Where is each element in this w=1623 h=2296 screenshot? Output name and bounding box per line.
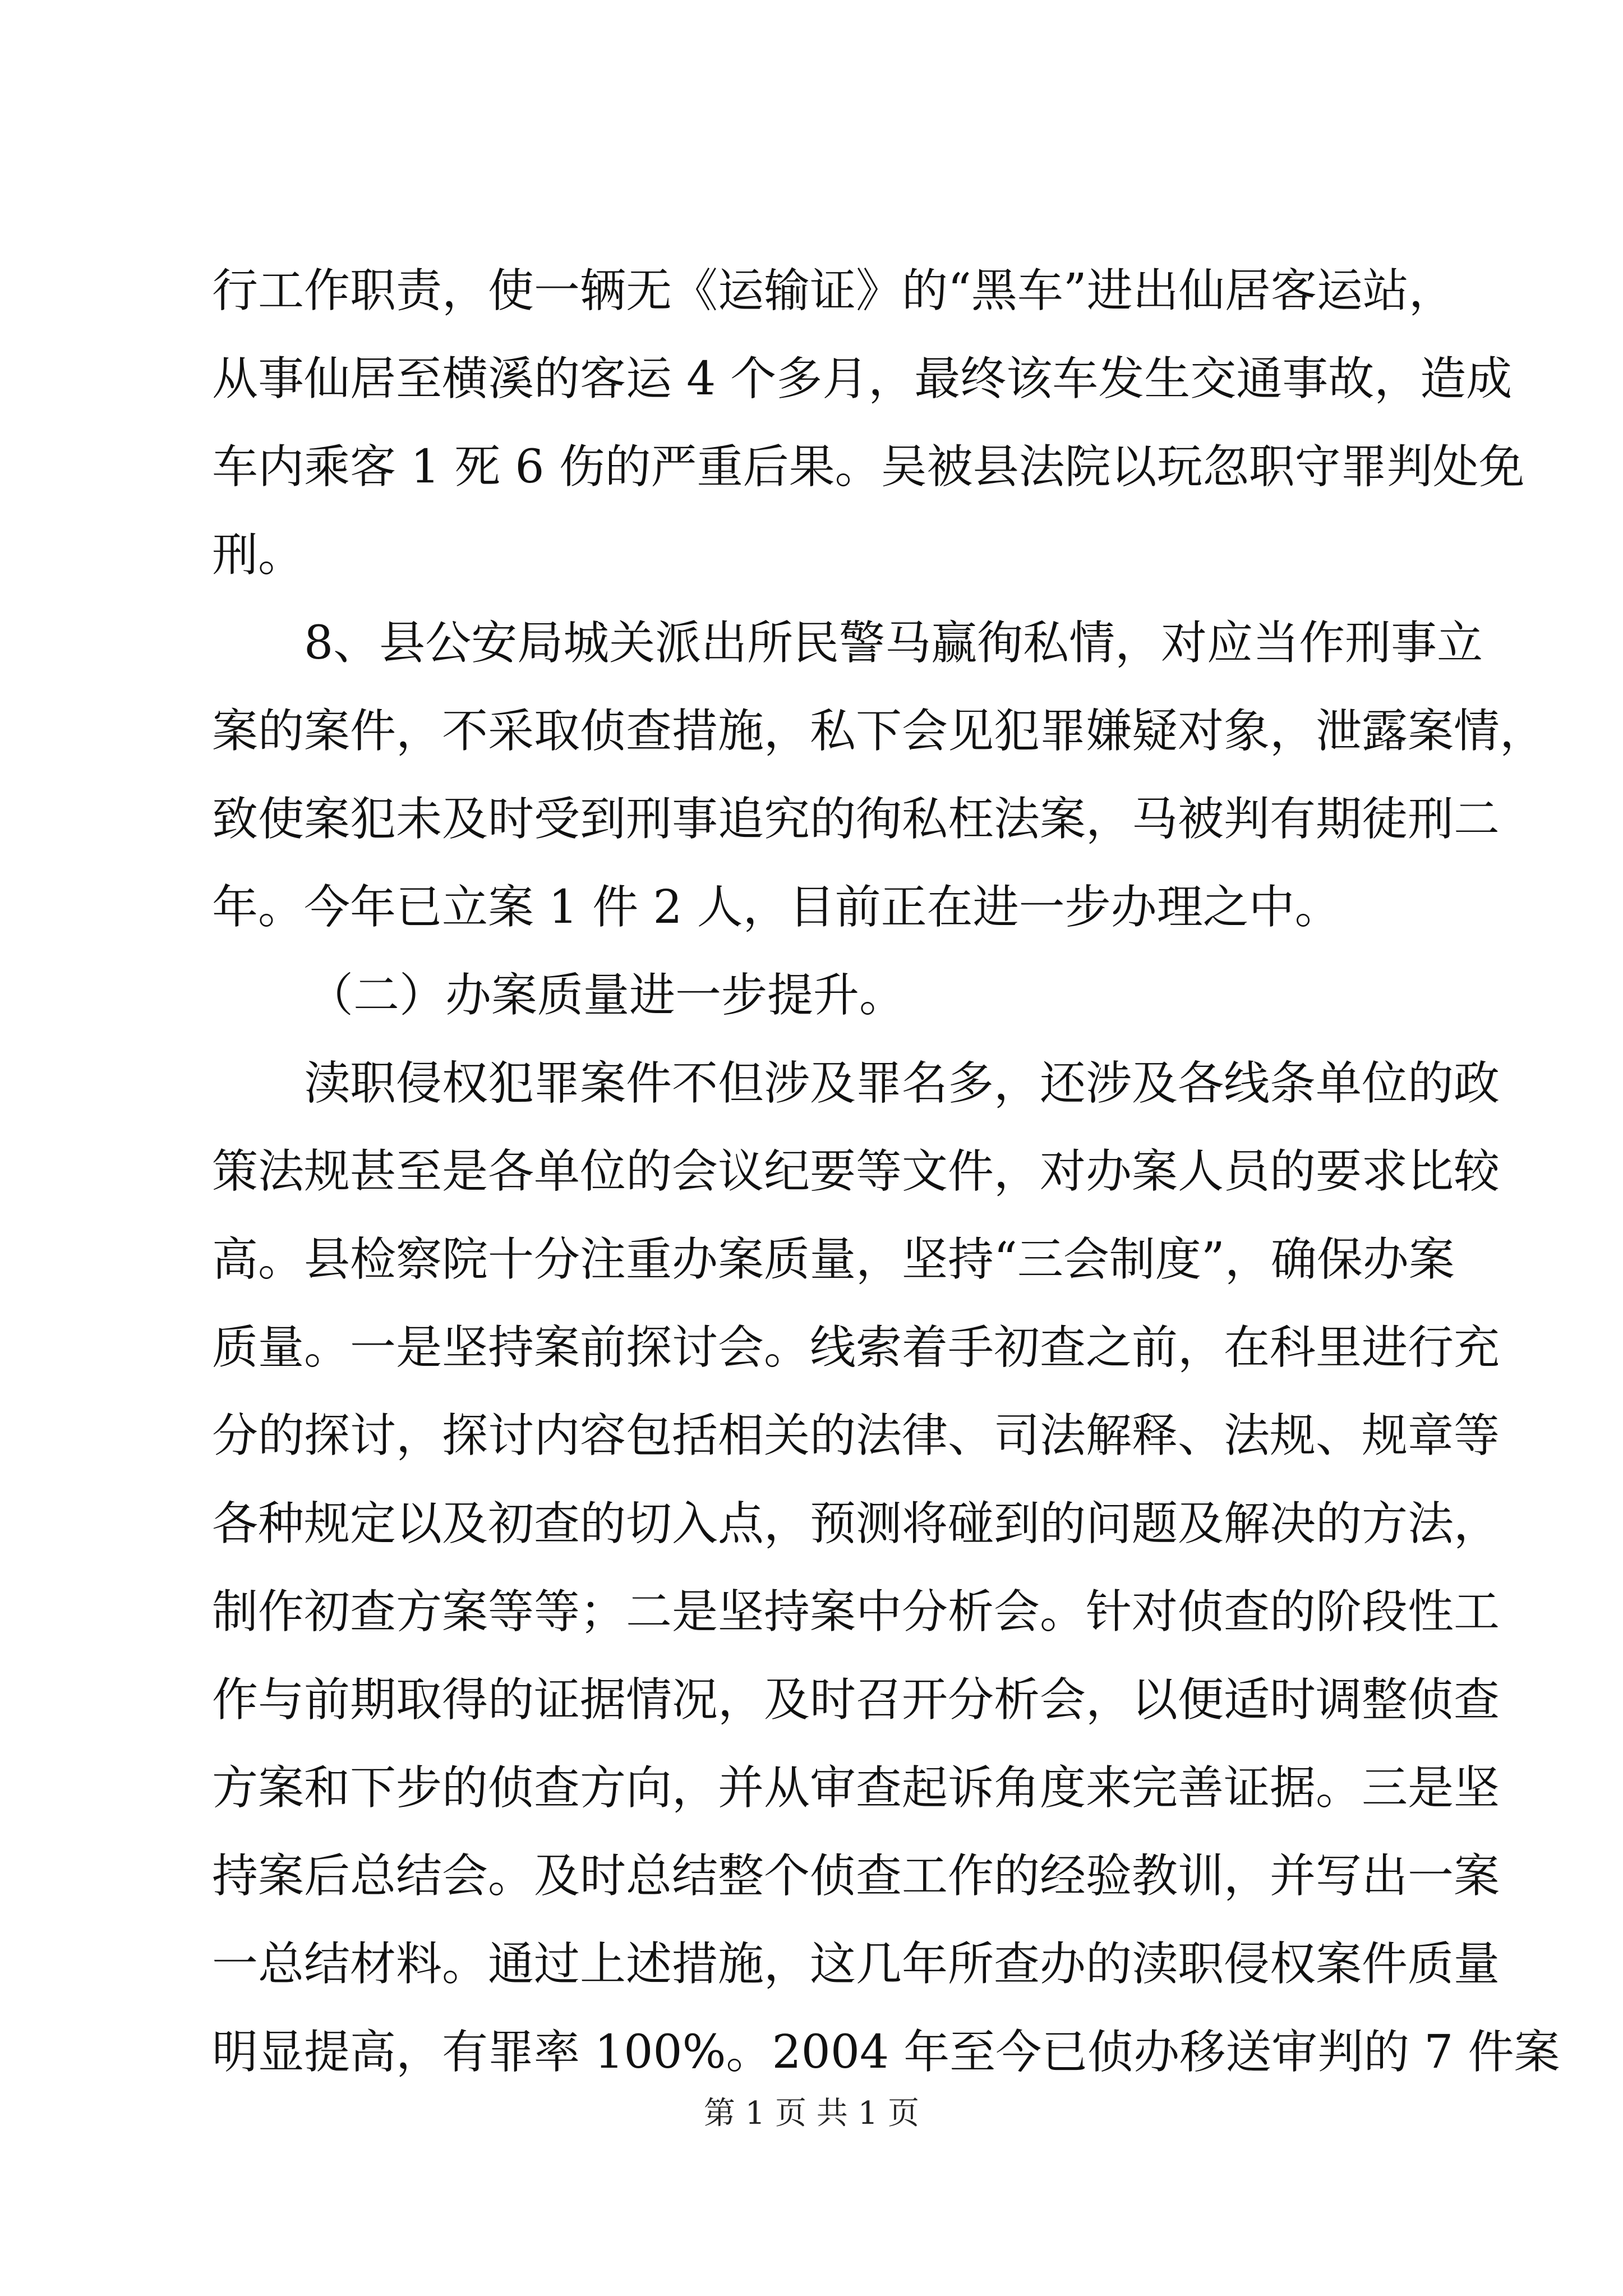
text-line: 明显提高，有罪率 100%。2004 年至今已侦办移送审判的 7 件案 [212,2026,1560,2079]
text-line: 刑。 [212,528,305,582]
page-number-footer: 第 1 页 共 1 页 [703,2095,920,2132]
text-line: 行工作职责，使一辆无《运输证》的“黑车”进出仙居客运站， [212,264,1455,318]
text-line: 致使案犯未及时受到刑事追究的徇私枉法案，马被判有期徒刑二 [212,793,1500,846]
text-line: 持案后总结会。及时总结整个侦查工作的经验教训，并写出一案 [212,1849,1500,1903]
paragraph-start-line: 渎职侵权犯罪案件不但涉及罪名多，还涉及各线条单位的政 [304,1057,1500,1110]
text-line: 案的案件，不采取侦查措施，私下会见犯罪嫌疑对象，泄露案情， [212,705,1546,758]
section-heading: （二）办案质量进一步提升。 [307,969,906,1022]
text-line: 从事仙居至横溪的客运 4 个多月，最终该车发生交通事故，造成 [212,352,1513,406]
text-line: 各种规定以及初查的切入点，预测将碰到的问题及解决的方法， [212,1497,1500,1550]
text-line: 作与前期取得的证据情况，及时召开分析会，以便适时调整侦查 [212,1673,1500,1727]
paragraph-start-line: 8、县公安局城关派出所民警马赢徇私情，对应当作刑事立 [304,616,1483,670]
text-line: 制作初查方案等等；二是坚持案中分析会。针对侦查的阶段性工 [212,1585,1500,1639]
body-text [212,247,1560,2096]
text-line: 车内乘客 1 死 6 伤的严重后果。吴被县法院以玩忽职守罪判处免 [212,440,1525,494]
text-line: 质量。一是坚持案前探讨会。线索着手初查之前，在科里进行充 [212,1321,1500,1374]
text-line: 年。今年已立案 1 件 2 人，目前正在进一步办理之中。 [212,881,1341,934]
text-line: 一总结材料。通过上述措施，这几年所查办的渎职侵权案件质量 [212,1938,1500,1991]
text-line: 方案和下步的侦查方向，并从审查起诉角度来完善证据。三是坚 [212,1761,1500,1815]
text-line: 分的探讨，探讨内容包括相关的法律、司法解释、法规、规章等 [212,1409,1500,1462]
text-line: 高。县检察院十分注重办案质量，坚持“三会制度”，确保办案 [212,1233,1455,1286]
text-line: 策法规甚至是各单位的会议纪要等文件，对办案人员的要求比较 [212,1145,1500,1198]
